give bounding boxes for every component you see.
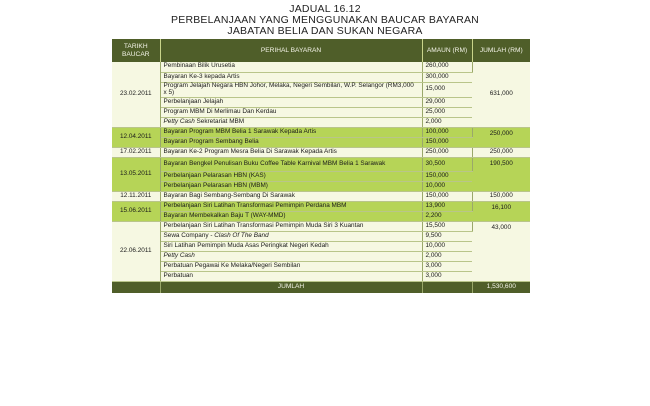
payment-description-text: Perbelanjaan Pelarasan HBN (MBM) — [163, 181, 268, 189]
table-row — [112, 181, 530, 191]
table-row — [112, 191, 530, 201]
payment-description — [160, 107, 422, 117]
payment-description-text: Perbelanjaan Jelajah — [163, 97, 224, 105]
payment-description — [160, 211, 422, 221]
table-row — [112, 97, 530, 107]
table-row — [112, 137, 530, 147]
payment-description-text: Perbatuan Pegawai Ke Melaka/Negeri Sembilan — [163, 261, 301, 269]
payment-description-text: Bayaran Bengkel Penulisan Buku Coffee Table Karnival MBM Belia 1 Sarawak — [163, 159, 386, 167]
table-row — [112, 127, 530, 137]
payment-amount: 150,000 — [422, 171, 472, 181]
payment-description-text: Bayaran Ke-2 Program Mesra Belia Di Sarawak Kepada Artis — [163, 147, 337, 155]
payment-amount: 15,500 — [422, 221, 472, 231]
payment-description-text: Bayaran Bagi Sembang-Sembang Di Sarawak — [163, 191, 295, 199]
payment-amount: 2,000 — [422, 117, 472, 127]
voucher-date: 22.06.2011 — [112, 221, 160, 281]
payment-description — [160, 72, 422, 82]
group-total: 631,000 — [472, 62, 530, 127]
payment-amount: 10,000 — [422, 241, 472, 251]
payment-description-text: Sewa Company - — [163, 231, 215, 239]
payment-description — [160, 221, 422, 231]
payment-description — [160, 201, 422, 211]
group-total: 190,500 — [472, 157, 530, 191]
payment-amount: 150,000 — [422, 191, 472, 201]
payment-amount: 13,900 — [422, 201, 472, 211]
table-row — [112, 62, 530, 72]
payment-amount: 2,200 — [422, 211, 472, 221]
voucher-date: 23.02.2011 — [112, 62, 160, 127]
payment-amount: 10,000 — [422, 181, 472, 191]
payment-description-text: Perbelanjaan Siri Latihan Transformasi Pemimpin Perdana MBM — [163, 201, 347, 209]
table-row — [112, 107, 530, 117]
header-amount: AMAUN (RM) — [422, 39, 472, 62]
payment-description — [160, 271, 422, 281]
payment-amount: 300,000 — [422, 72, 472, 82]
payment-amount: 30,500 — [422, 157, 472, 171]
header-total: JUMLAH (RM) — [472, 39, 530, 62]
table-row — [112, 241, 530, 251]
table-number: JADUAL 16.12 — [289, 3, 361, 15]
grand-total: 1,530,600 — [472, 281, 530, 293]
table-row — [112, 171, 530, 181]
payment-description — [160, 181, 422, 191]
payment-description — [160, 261, 422, 271]
payment-amount: 15,000 — [422, 82, 472, 97]
table-row — [112, 201, 530, 211]
payment-amount: 150,000 — [422, 137, 472, 147]
payment-description-italic: Clash Of The Band — [214, 231, 269, 239]
payment-amount: 9,500 — [422, 231, 472, 241]
payment-description-italic: Petty Cash — [163, 117, 195, 125]
payment-amount: 25,000 — [422, 107, 472, 117]
payment-amount: 2,000 — [422, 251, 472, 261]
table-row — [112, 147, 530, 157]
payment-voucher-table — [112, 39, 530, 293]
payment-description-text: Sekretariat MBM — [194, 117, 245, 125]
voucher-date: 12.11.2011 — [112, 191, 160, 201]
table-header-row — [112, 39, 530, 62]
footer-spacer-amount — [422, 281, 472, 293]
table-row — [112, 251, 530, 261]
table-row — [112, 82, 530, 97]
payment-description — [160, 147, 422, 157]
payment-description — [160, 62, 422, 72]
table-row — [112, 72, 530, 82]
payment-amount: 3,000 — [422, 261, 472, 271]
payment-description-text: Pembinaan Bilik Urusetia — [163, 62, 235, 70]
payment-description — [160, 251, 422, 261]
payment-description-text: Siri Latihan Pemimpin Muda Asas Peringkat Negeri Kedah — [163, 241, 329, 249]
payment-description-text: Bayaran Ke-3 kepada Artis — [163, 72, 240, 80]
table-row — [112, 211, 530, 221]
payment-amount: 29,000 — [422, 97, 472, 107]
table-row — [112, 271, 530, 281]
payment-description — [160, 137, 422, 147]
payment-description-italic: Petty Cash — [163, 251, 195, 259]
voucher-date: 15.06.2011 — [112, 201, 160, 221]
table-row — [112, 157, 530, 171]
voucher-date: 17.02.2011 — [112, 147, 160, 157]
payment-description — [160, 82, 422, 97]
table-row — [112, 117, 530, 127]
department-name: JABATAN BELIA DAN SUKAN NEGARA — [227, 25, 423, 37]
table-footer-row — [112, 281, 530, 293]
voucher-date: 13.05.2011 — [112, 157, 160, 191]
payment-amount: 100,000 — [422, 127, 472, 137]
footer-spacer — [112, 281, 160, 293]
group-total: 150,000 — [472, 191, 530, 201]
payment-amount: 3,000 — [422, 271, 472, 281]
payment-description — [160, 171, 422, 181]
payment-description-text: Perbelanjaan Siri Latihan Transformasi Pemimpin Muda Siri 3 Kuantan — [163, 221, 364, 229]
table-row — [112, 231, 530, 241]
group-total: 43,000 — [472, 221, 530, 281]
payment-description-text: Program Jelajah Negara HBN Johor, Melaka, Negeri Sembilan, W.P. Selangor (RM3,000 x 5) — [163, 81, 416, 96]
payment-description-text: Program MBM Di Merlimau Dan Kerdau — [163, 107, 277, 115]
voucher-date: 12.04.2011 — [112, 127, 160, 147]
table-title: PERBELANJAAN YANG MENGGUNAKAN BAUCAR BAYARAN — [171, 14, 479, 26]
group-total: 250,000 — [472, 127, 530, 147]
payment-description — [160, 117, 422, 127]
payment-description — [160, 97, 422, 107]
payment-description — [160, 231, 422, 241]
payment-description — [160, 241, 422, 251]
payment-description — [160, 157, 422, 171]
header-description: PERIHAL BAYARAN — [160, 39, 422, 62]
table-row — [112, 261, 530, 271]
header-date: TARIKH BAUCAR — [112, 39, 160, 62]
payment-description-text: Perbatuan — [163, 271, 193, 279]
group-total: 16,100 — [472, 201, 530, 221]
table-title-block — [0, 4, 650, 37]
payment-description-text: Bayaran Program MBM Belia 1 Sarawak Kepada Artis — [163, 127, 317, 135]
payment-description-text: Perbelanjaan Pelarasan HBN (KAS) — [163, 171, 266, 179]
table-body — [112, 62, 530, 281]
payment-amount: 260,000 — [422, 62, 472, 72]
payment-description — [160, 191, 422, 201]
payment-description-text: Bayaran Program Sembang Belia — [163, 137, 259, 145]
payment-amount: 250,000 — [422, 147, 472, 157]
group-total: 250,000 — [472, 147, 530, 157]
payment-description-text: Bayaran Membekalkan Baju T (WAY-MMD) — [163, 211, 286, 219]
footer-label: JUMLAH — [160, 281, 422, 293]
payment-description — [160, 127, 422, 137]
table-row — [112, 221, 530, 231]
